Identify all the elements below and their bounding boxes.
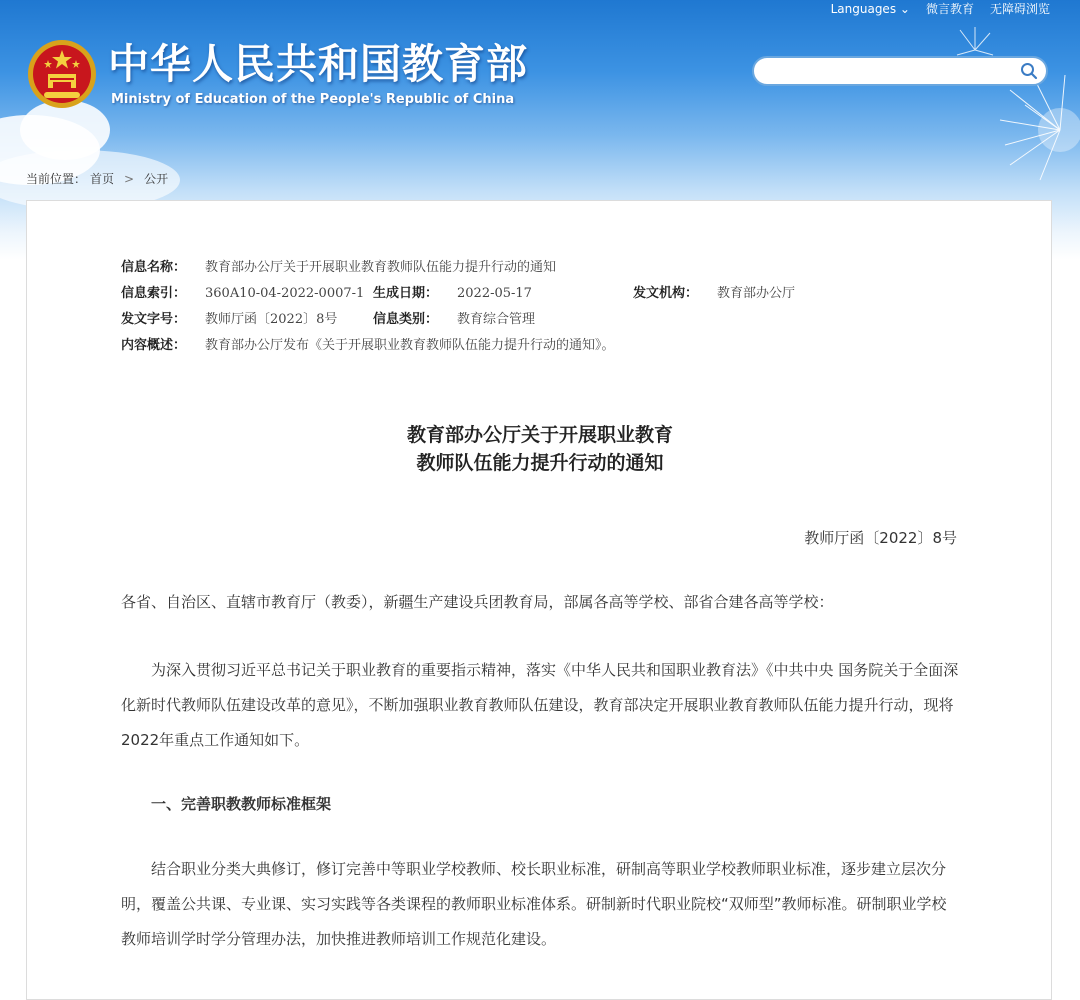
dandelion-decoration — [990, 70, 1080, 190]
paragraph-1: 为深入贯彻习近平总书记关于职业教育的重要指示精神，落实《中华人民共和国职业教育法》《中共中央 国务院关于全面深化新时代教师队伍建设改革的意见》，不断加强职业教育教师队伍建设，教育部决定开展职业教育教师队伍能力提升行动，现将2022年重点工作通知如下。 — [121, 661, 959, 749]
info-metadata — [121, 255, 881, 359]
meta-row — [121, 307, 881, 333]
search-icon[interactable] — [1018, 60, 1040, 82]
meta-docno-value: 教师厅函〔2022〕8号 — [205, 312, 338, 327]
paragraph-2: 结合职业分类大典修订，修订完善中等职业学校教师、校长职业标准，研制高等职业学校教师职业标准，逐步建立层次分明，覆盖公共课、专业课、实习实践等各类课程的教师职业标准体系。研制新时代职业院校“双师型”教师标准。研制职业学校教师培训学时学分管理办法，加快推进教师培训工作规范化建设。 — [121, 860, 947, 948]
document-title-line1: 教育部办公厅关于开展职业教育 — [406, 424, 673, 446]
meta-row — [121, 255, 881, 281]
languages-menu[interactable]: Languages ⌄ — [830, 2, 910, 16]
breadcrumb-current[interactable]: 公开 — [144, 172, 169, 186]
salutation: 各省、自治区、直辖市教育厅（教委），新疆生产建设兵团教育局，部属各高等学校、部省合建各高等学校： — [121, 593, 834, 611]
section-heading-1: 一、完善职教教师标准框架 — [151, 795, 332, 813]
meta-docno-label: 发文字号： — [121, 312, 187, 327]
meta-row — [121, 281, 881, 307]
meta-category-label: 信息类别： — [373, 312, 439, 327]
meta-name-label: 信息名称： — [121, 260, 187, 275]
meta-category-value: 教育综合管理 — [457, 312, 536, 327]
top-nav — [831, 0, 1050, 18]
meta-row — [121, 333, 881, 359]
document-number: 教师厅函〔2022〕8号 — [804, 529, 957, 547]
document-title — [27, 421, 1053, 477]
search-input[interactable] — [766, 59, 1018, 83]
meta-summary-label: 内容概述： — [121, 338, 187, 353]
breadcrumb — [26, 170, 168, 188]
accessibility-link[interactable]: 无障碍浏览 — [989, 2, 1050, 16]
document-title-line2: 教师队伍能力提升行动的通知 — [416, 452, 664, 474]
meta-index-value: 360A10-04-2022-0007-1 — [205, 286, 365, 301]
breadcrumb-home[interactable]: 首页 — [90, 172, 115, 186]
meta-org-label: 发文机构： — [633, 286, 699, 301]
chevron-down-icon: ⌄ — [899, 2, 910, 16]
breadcrumb-separator: > — [124, 172, 135, 186]
meta-date-value: 2022-05-17 — [457, 286, 532, 301]
site-subtitle: Ministry of Education of the People's Republic of China — [111, 92, 515, 107]
content-panel — [26, 200, 1052, 1000]
meta-date-label: 生成日期： — [373, 286, 439, 301]
site-title[interactable]: 中华人民共和国教育部 — [108, 40, 528, 88]
breadcrumb-prefix: 当前位置： — [26, 172, 87, 186]
meta-name-value: 教育部办公厅关于开展职业教育教师队伍能力提升行动的通知 — [205, 260, 557, 275]
meta-org-value: 教育部办公厅 — [717, 286, 796, 301]
search-box — [752, 56, 1048, 86]
meta-index-label: 信息索引： — [121, 286, 187, 301]
weibo-link[interactable]: 微言教育 — [925, 2, 974, 16]
national-emblem-icon[interactable] — [26, 38, 98, 110]
meta-summary-value: 教育部办公厅发布《关于开展职业教育教师队伍能力提升行动的通知》。 — [205, 338, 615, 353]
